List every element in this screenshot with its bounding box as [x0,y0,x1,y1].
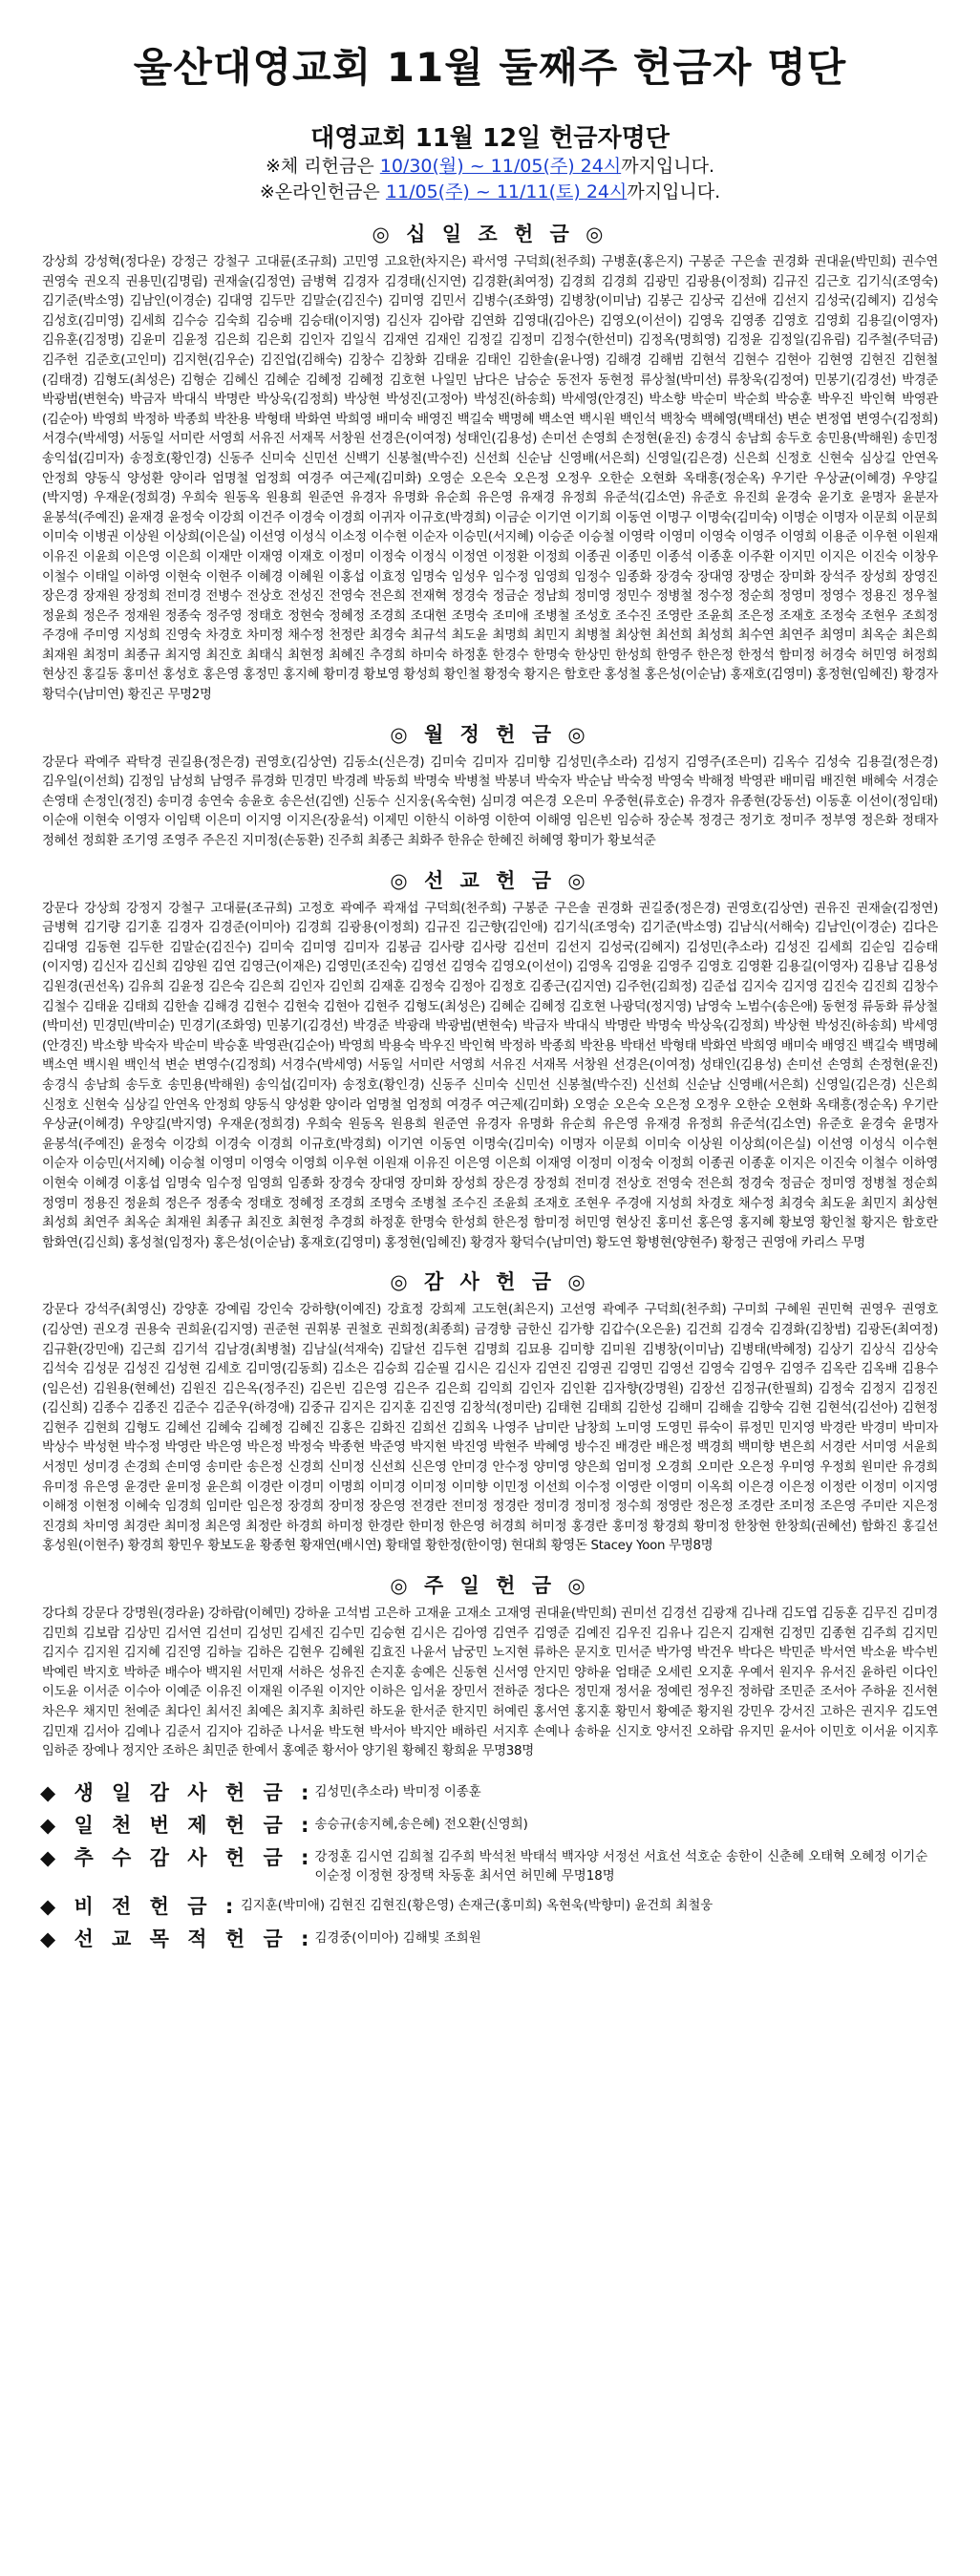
notice-1-period-link[interactable]: 10/30(월) ~ 11/05(주) 24시 [379,156,622,177]
birthday-offering-names: 김성민(추소라) 박미정 이종훈 [314,1784,481,1799]
section-tithe [40,219,940,706]
tithe-name-list: 강상희 강성혁(정다운) 강정근 강철구 고대륜(조규희) 고민영 고요한(차지은) 곽서영 구덕희(천주희) 구병훈(홍은지) 구봉준 구은솔 권경화 권대윤(박민희) 권수연 권영숙 권오직 권용민(김명림) 권재술(김정연) 금병혁 김경자 김경태(신지연) 김경환(최여정) 김경희 김경희 김광민 김광용(이정희) 김규진 김근호 김기식(조영숙) 김기준(박소영) 김남인(이경순) 김대영 김두만 김말순(김진수) 김미영 김민서 김병수(조화영) 김병창(이미남) 김봉근 김상국 김선애 김선지 김성국(김혜지) 김성숙 김성호(김미영) 김세희 김수승 김숙희 김승배 김승태(이지영) 김신자 김아람 김연화 김영대(김아은) 김영오(이선이) 김영욱 김영종 김영호 김영회 김용길(이영자) 김유훈(김정명) 김윤미 김윤정 김은희 김은회 김인자 김일식 김재연 김재인 김정길 김정미 김정수(한선미) 김정옥(명희영) 김정윤 김정일(김유림) 김주철(주덕금) 김주헌 김준호(고인미) 김지현(김우순) 김진업(김해숙) 김창수 김창화 김태윤 김태인 김한솔(윤나영) 김해경 김해범 김현석 김현수 김현아 김현영 김현진 김현철(김태경) 김형도(최성은) 김형순 김혜신 김혜순 김혜정 김혜정 김호현 나일민 남다은 남승순 동전자 동현정 류상철(박미선) 류창욱(김정여) 민봉기(김경선) 박경준 박광범(변현숙) 박금자 박대식 박명란 박상욱(김정희) 박상현 박성진(고정아) 박성진(하송희) 박세영(안경진) 박소향 박순미 박순희 박승훈 박우진 박인혁 박영관(김순아) 박영희 박정하 박종희 박찬용 박형태 박화연 박희영 배미숙 배영진 백길숙 백명혜 백소연 백시원 백인석 백창숙 백혜영(백태선) 변순 변정엽 변영수(김정희) 서경수(박세영) 서동일 서미란 서영희 서유진 서재목 서창원 선경은(이여정) 성태인(김용성) 손미선 손영희 손정현(윤진) 송경식 송남희 송두호 송민용(박해원) 송민정 송익섭(김미자) 송정호(황인경) 신동주 신미숙 신민선 신백기 신봉철(박수진) 신선희 신순남 신영배(서은희) 신영일(김은경) 신은희 신정호 신현숙 심상길 안연옥 안정희 양동식 양성환 양이라 엄명철 엄정희 여경주 여근제(김미화) 오영순 오은숙 오은정 오정우 오한순 오현화 옥태흥(정순옥) 우기란 우상균(이혜경) 우양길(박지영) 우재운(정희경) 우희숙 원동옥 원용희 원준연 유경자 유명화 유순희 유은영 유재경 유정희 유준석(김소연) 유준호 유진희 윤경숙 윤기호 윤명자 윤분자 윤봉석(주예진) 윤재경 윤정숙 이강희 이건주 이경숙 이경희 이귀자 이규호(박경희) 이금순 이기연 이기희 이동연 이명구 이명숙(김미숙) 이명순 이명자 이문희 이문희 이미숙 이병권 이상원 이상희(이은실) 이선영 이성식 이소정 이수현 이순자 이승민(서지혜) 이승준 이승철 이영락 이영미 이영숙 이영주 이영희 이용준 이우현 이원재 이유진 이윤희 이은영 이은희 이재만 이재영 이재호 이정미 이정숙 이정식 이정연 이정환 이정희 이종권 이종민 이종석 이종훈 이주환 이지민 이지은 이진숙 이창우 이철수 이태일 이하영 이현숙 이현주 이혜경 이혜원 이홍섭 이효정 임명숙 임성우 임수정 임영희 임정수 임종화 장경숙 장대영 장명순 장미화 장석주 장성희 장영진 장은경 장재원 장정희 전미경 전병수 전상호 전성진 전영숙 전은희 전재혁 정경숙 정금순 정남희 정미영 정민수 정병철 정수정 정순희 정영미 정영수 정용진 정우철 정윤희 정은주 정재원 정종숙 정주영 정태호 정현숙 정혜정 조경희 조대현 조명숙 조미애 조병철 조성호 조수진 조영란 조윤희 조은정 조재호 조정숙 조현우 조희정 주경애 주미영 지성희 진영숙 차경호 차미정 채수정 천정란 최경숙 최규석 최도윤 최명희 최민지 최병철 최상현 최선희 최성희 최수연 최연주 최영미 최옥순 최은희 최재원 최정미 최종규 최지영 최진호 최태식 최현정 최혜진 추경희 하미숙 하정훈 한경수 한명숙 한상민 한성희 한영주 한은정 한정석 함미정 허경숙 허민영 허정희 현상진 홍길동 홍미선 홍성호 홍은영 홍정민 홍지혜 황미경 황보영 황성희 황인철 황정숙 황지은 함호란 홍성철 홍은성(이순남) 홍재호(김영미) 홍정현(임혜진) 황경자 황덕수(남미연) 황진곤 무명2명 [42,255,938,703]
thousand-offering-names: 송승규(송지혜,송은혜) 전오환(신영희) [314,1817,528,1832]
vision-offering-label: ◆ 비 전 헌 금 : [40,1894,240,1918]
harvest-offering-names: 강정훈 김시연 김희철 김주희 박석천 박태석 백자양 서정선 서효선 석호순 송한이 신춘혜 오태혁 오혜정 이기순 이순정 이정현 장정택 차동훈 최서연 허민혜 무명18명 [314,1849,928,1884]
mission-purpose-offering-names: 김경중(이미아) 김해빛 조희원 [314,1930,481,1946]
harvest-offering-row [40,1844,940,1887]
notice-2-period-link[interactable]: 11/05(주) ~ 11/11(토) 24시 [385,181,628,202]
notice-block [40,154,940,205]
list-subtitle: 대영교회 11월 12일 헌금자명단 [310,124,670,153]
section-heading-tithe: ◎ 십 일 조 헌 금 ◎ [372,223,608,245]
birthday-offering-row [40,1779,940,1806]
monthly-name-list: 강문다 곽예주 곽탁경 권길용(정은경) 권영호(김상연) 김동소(신은경) 김미숙 김미자 김미향 김성민(추소라) 김성지 김영주(조은미) 김옥수 김성숙 김용걸(정은경) 김우일(이선희) 김정임 남성희 남영주 류경화 민경민 박경례 박동희 박명숙 박병철 박봉녀 박숙자 박순남 박숙정 박영숙 박해정 박영관 배미림 배진현 배혜숙 서경순 손영태 손정인(정진) 송미경 송연숙 송윤호 송은선(김엔) 신동수 신지웅(옥숙현) 심미경 여은경 오은미 우중현(류호순) 유경자 유종현(강동선) 이동훈 이선이(정임태) 이순애 이현숙 이영자 이임택 이은미 이지영 이지은(장윤석) 이제민 이한식 이하영 이한여 이해영 임은빈 임승하 장순복 정경근 정기호 정미주 정부영 정은화 정태자 정혜선 정희환 조기영 조영주 주은진 지미정(손동환) 진주희 최종근 최화주 한유순 한혜진 허혜영 황미가 황보석준 [42,755,939,849]
vision-offering-names: 김지훈(박미애) 김현진 김현진(황은영) 손재근(홍미희) 옥현욱(박향미) 윤건희 최철웅 [241,1898,714,1913]
section-heading-sunday: ◎ 주 일 헌 금 ◎ [390,1574,590,1598]
notice-2-prefix: ※온라인헌금은 [259,181,386,202]
section-heading-thanksgiving: ◎ 감 사 헌 금 ◎ [390,1270,590,1294]
mission-name-list: 강문다 강상희 강정지 강철구 고대륜(조규희) 고정호 곽예주 곽재섭 구덕희(천주희) 구봉준 구은솔 권경화 권길중(정은경) 권영호(김상연) 권유진 권재술(김정연) 금병혁 김기량 김기훈 김경자 김경준(이미아) 김경희 김광용(이정희) 김규진 김근향(김인애) 김기식(조영숙) 김기준(박소영) 김남식(서해숙) 김남인(이경순) 김다은 김대영 김동현 김두한 김말순(김진수) 김미숙 김미영 김미자 김봉금 김사량 김사랑 김선미 김선지 김성국(김혜지) 김성민(추소라) 김성진 김세희 김순임 김승태(이지영) 김신자 김신희 김양원 김연 김영근(이재은) 김영민(조진숙) 김영선 김영숙 김영오(이선이) 김영옥 김영윤 김영주 김영호 김영환 김용길(이영자) 김용남 김용성 김원경(권선옥) 김유희 김윤정 김은숙 김은희 김인자 김인희 김재훈 김정숙 김정아 김정호 김종근(김지연) 김주헌(김희정) 김준섭 김지숙 김지영 김진숙 김진희 김창수 김철수 김태윤 김태희 김한솔 김해경 김현수 김현숙 김현아 김현주 김형도(최성은) 김혜순 김혜정 김호현 나광덕(정지영) 남영숙 노범수(송은애) 동현정 류동화 류상철(박미선) 민경민(박미순) 민경기(조화영) 민봉기(김경선) 박경준 박광래 박광범(변현숙) 박금자 박대식 박명란 박명숙 박상욱(김정희) 박상현 박성진(하송희) 박세영(안경진) 박소향 박숙자 박순미 박승훈 박영관(김순아) 박영희 박용숙 박우진 박인혁 박정하 박종희 박찬용 박태선 박형태 박화연 박희영 배미숙 배영진 백길숙 백명혜 백소연 백시원 백인석 변순 변영수(김정희) 서경수(박세영) 서동일 서미란 서영희 서유진 서재목 서창원 선경은(이여정) 성태인(김용성) 손미선 손영희 손정현(윤진) 송경식 송남희 송두호 송민용(박해원) 송익섭(김미자) 송정호(황인경) 신동주 신미숙 신민선 신봉철(박수진) 신선희 신순남 신영배(서은희) 신영일(김은경) 신은희 신정호 신현숙 심상길 안연옥 안정희 양동식 양성환 양이라 엄명철 엄정희 여경주 여근제(김미화) 오영순 오은숙 오은정 오정우 오한순 오현화 옥태흥(정순옥) 우기란 우상균(이혜경) 우양길(박지영) 우재운(정희경) 우희숙 원동옥 원용희 원준연 유경자 유명화 유순희 유은영 유재경 유정희 유준석(김소연) 유준호 윤경숙 윤명자 윤봉석(주예진) 윤정숙 이강희 이경숙 이경희 이규호(박경희) 이기연 이동연 이명숙(김미숙) 이명자 이문희 이미숙 이상원 이상희(이은실) 이선영 이성식 이수현 이순자 이승민(서지혜) 이승철 이영미 이영숙 이영희 이우현 이원재 이유진 이은영 이은희 이재영 이정미 이정숙 이정희 이종권 이종훈 이지은 이진숙 이철수 이하영 이현숙 이혜경 이홍섭 임명숙 임수정 임영희 임종화 장경숙 장대영 장미화 장성희 장은경 장정희 전미경 전상호 전영숙 전은희 정경숙 정금순 정미영 정병철 정순희 정영미 정용진 정윤희 정은주 정종숙 정태호 정혜정 조경희 조명숙 조병철 조수진 조윤희 조재호 조현우 주경애 지성희 차경호 채수정 최경숙 최도윤 최민지 최상현 최성희 최연주 최옥순 최재원 최종규 최진호 최현정 추경희 하정훈 한명숙 한성희 한은정 함미정 허민영 현상진 홍미선 홍은영 홍지혜 황보영 황인철 황지은 함호란 함화연(김신희) 홍성철(임정자) 홍은성(이순남) 홍재호(김영미) 홍정현(임혜진) 황경자 황덕수(남미연) 황도연 황병현(양현주) 황정근 권영애 카리스 무명 [42,901,939,1250]
section-sunday [40,1570,940,1762]
section-thanksgiving [40,1267,940,1557]
page-title: 울산대영교회 11월 둘째주 헌금자 명단 [133,44,847,91]
special-offerings [40,1779,940,1952]
harvest-offering-label: ◆ 추 수 감 사 헌 금 : [40,1845,315,1869]
sunday-name-list: 강다희 강문다 강명원(경라윤) 강하람(이혜민) 강하윤 고석범 고은하 고재윤 고재소 고재영 권대윤(박민희) 권미선 김경선 김광재 김나래 김도엽 김동훈 김무진 김미경 김민희 김보람 김상민 김서연 김선미 김성민 김세진 김수민 김승현 김시은 김아영 김연주 김영준 김예진 김우진 김유나 김은지 김재현 김정민 김종현 김주희 김지민 김지수 김지원 김지혜 김진영 김하늘 김하은 김현우 김혜원 김효진 나윤서 남궁민 노지현 류하은 문지호 민서준 박가영 박건우 박다은 박민준 박서연 박소윤 박수빈 박예린 박지호 박하준 배수아 백지원 서민재 서하은 성유진 손지훈 송예은 신동현 신서영 안지민 양하윤 엄태준 오세린 오지훈 우예서 원지우 유서진 윤하린 이다인 이도윤 이서준 이수아 이예준 이유진 이재원 이주원 이지안 이하은 임서윤 장민서 전하준 정다은 정민재 정서윤 정예린 정우진 정하람 조민준 조서아 주하윤 진서현 차은우 채지민 천예준 최다인 최서진 최예은 최지후 최하린 하도윤 한서준 한지민 허예린 홍서연 홍지훈 황민서 황예준 황지원 강민우 강서진 고하은 권지우 김도연 김민재 김서아 김예나 김준서 김지아 김하준 나서윤 박도현 박서아 박지안 배하린 서지후 손예나 송하윤 신지호 양서진 오하람 유지민 윤서아 이민호 이서윤 이지후 임하준 장예나 정지안 조하은 최민준 한예서 홍예준 황서아 양기원 황혜진 황희윤 무명38명 [42,1607,938,1759]
notice-1-suffix: 까지입니다. [621,156,715,177]
section-mission [40,865,940,1254]
mission-purpose-offering-label: ◆ 선 교 목 적 헌 금 : [40,1927,315,1950]
mission-purpose-offering-row [40,1926,940,1952]
notice-1-prefix: ※체 리헌금은 [265,156,380,177]
notice-2-suffix: 까지입니다. [627,181,721,202]
vision-offering-row [40,1893,940,1920]
notice-line-1 [40,154,940,180]
thanksgiving-name-list: 강문다 강석주(최영신) 강양훈 강예림 강인숙 강하향(이예진) 강효정 강희제 고도현(최은지) 고선영 곽예주 구덕희(천주희) 구미희 구혜원 권민혁 권영우 권영호(김상연) 권오경 권용숙 권희윤(김지영) 권준현 권휘봉 권철호 권희정(최종희) 금경향 금한신 김가향 김갑수(오은윤) 김건희 김경숙 김경화(김창범) 김광돈(최여정) 김규환(강민애) 김근희 김기석 김남경(최병철) 김남실(석재숙) 김달선 김두현 김명희 김묘용 김미향 김미원 김병창(이미남) 김병태(박혜정) 김상기 김상식 김상숙 김석숙 김성문 김성진 김성현 김세호 김미영(김동희) 김소은 김승희 김순필 김시은 김신자 김연진 김영권 김영민 김영선 김영숙 김영우 김영주 김옥란 김옥배 김용수(임은선) 김원용(현혜선) 김원진 김은옥(정주진) 김은빈 김은영 김은주 김은희 김익희 김인자 김인환 김자향(강명원) 김장선 김정규(한필희) 김정숙 김정지 김정진(김신희) 김종수 김종진 김준수 김준우(하경애) 김중규 김지은 김지훈 김진영 김창석(정미란) 김태현 김태희 김한성 김해미 김해솔 김향숙 김현 김현석(김선아) 김현정 김현주 김현희 김형도 김혜선 김혜숙 김혜정 김혜진 김홍은 김화진 김희선 김희옥 나영주 남미란 남창희 노미영 도영민 류숙이 류정민 민지영 박경란 박경미 박미자 박상수 박성현 박수정 박영란 박은영 박은정 박정숙 박종현 박준영 박지현 박진영 박현주 박혜영 방수진 배경란 배은정 백경희 백미향 변은희 서경란 서미영 서윤희 서정민 성미경 손경희 손미영 송미란 송은정 신경희 신미정 신선희 신은영 안미경 안수정 양미영 양은희 엄미정 오경희 오미란 오은정 우미영 우정희 원미란 유경희 유미정 유은영 윤경란 윤미정 윤은희 이경란 이경미 이명희 이미경 이미정 이미향 이민정 이선희 이수정 이영란 이영미 이옥희 이은경 이은정 이정란 이정미 이지영 이해정 이현정 이혜숙 임경희 임미란 임은정 장경희 장미정 장은영 전경란 전미정 정경란 정미경 정미정 정수희 정영란 정은정 조경란 조미정 조은영 주미란 지은정 진경희 차미영 최경란 최미정 최은영 최정란 하경희 하미정 한경란 한미정 한은영 허경희 허미정 홍경란 홍미정 황경희 황미정 한창현 한창희(권혜선) 함화진 홍길선 홍성원(이현주) 황경희 황민우 황보도윤 황종현 황재연(배시연) 황태열 황한정(한이영) 현대희 황영돈 Stacey Yoon 무명8명 [42,1303,939,1554]
section-heading-monthly: ◎ 월 정 헌 금 ◎ [390,722,590,746]
section-monthly [40,719,940,852]
thousand-offering-row [40,1812,940,1839]
thousand-offering-label: ◆ 일 천 번 제 헌 금 : [40,1813,315,1837]
notice-line-2 [40,180,940,205]
section-heading-mission: ◎ 선 교 헌 금 ◎ [390,868,590,892]
birthday-offering-label: ◆ 생 일 감 사 헌 금 : [40,1780,315,1804]
